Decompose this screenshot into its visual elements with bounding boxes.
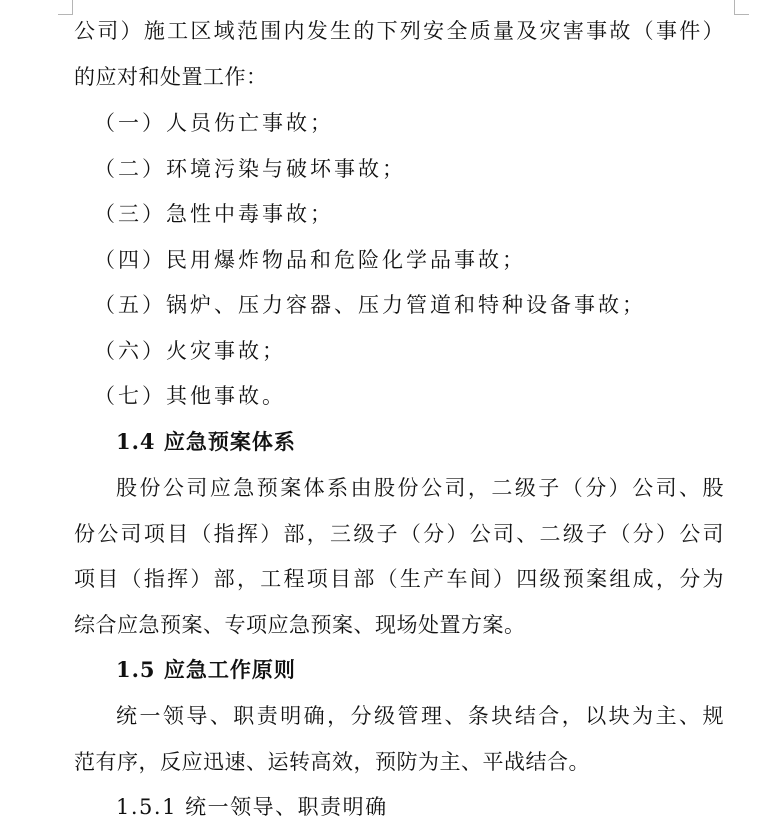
- margin-corner-mark: [58, 0, 73, 15]
- paragraph-line: 综合应急预案、专项应急预案、现场处置方案。: [74, 613, 526, 637]
- paragraph-line: 股份公司应急预案体系由股份公司，二级子（分）公司、股: [116, 476, 724, 500]
- section-heading: 1.5 应急工作原则: [116, 657, 296, 682]
- list-item: （三）急性中毒事故；: [94, 202, 334, 226]
- subsection-heading: 1.5.1 统一领导、职责明确: [116, 795, 388, 819]
- list-item: （六）火灾事故；: [94, 339, 286, 363]
- list-item: （一）人员伤亡事故；: [94, 111, 334, 135]
- margin-corner-mark: [734, 0, 749, 15]
- section-heading: 1.4 应急预案体系: [116, 429, 296, 454]
- paragraph-line: 份公司项目（指挥）部，三级子（分）公司、二级子（分）公司: [74, 522, 724, 546]
- list-item: （四）民用爆炸物品和危险化学品事故；: [94, 248, 526, 272]
- paragraph-line: 统一领导、职责明确，分级管理、条块结合，以块为主、规: [116, 704, 724, 728]
- paragraph-line: 范有序，反应迅速、运转高效，预防为主、平战结合。: [74, 750, 590, 774]
- list-item: （五）锅炉、压力容器、压力管道和特种设备事故；: [94, 293, 646, 317]
- paragraph-line: 的应对和处置工作：: [74, 65, 268, 89]
- list-item: （七）其他事故。: [94, 384, 286, 408]
- list-item: （二）环境污染与破坏事故；: [94, 157, 406, 181]
- paragraph-line: 项目（指挥）部，工程项目部（生产车间）四级预案组成，分为: [74, 567, 724, 591]
- paragraph-line: 公司）施工区域范围内发生的下列安全质量及灾害事故（事件）: [74, 19, 724, 43]
